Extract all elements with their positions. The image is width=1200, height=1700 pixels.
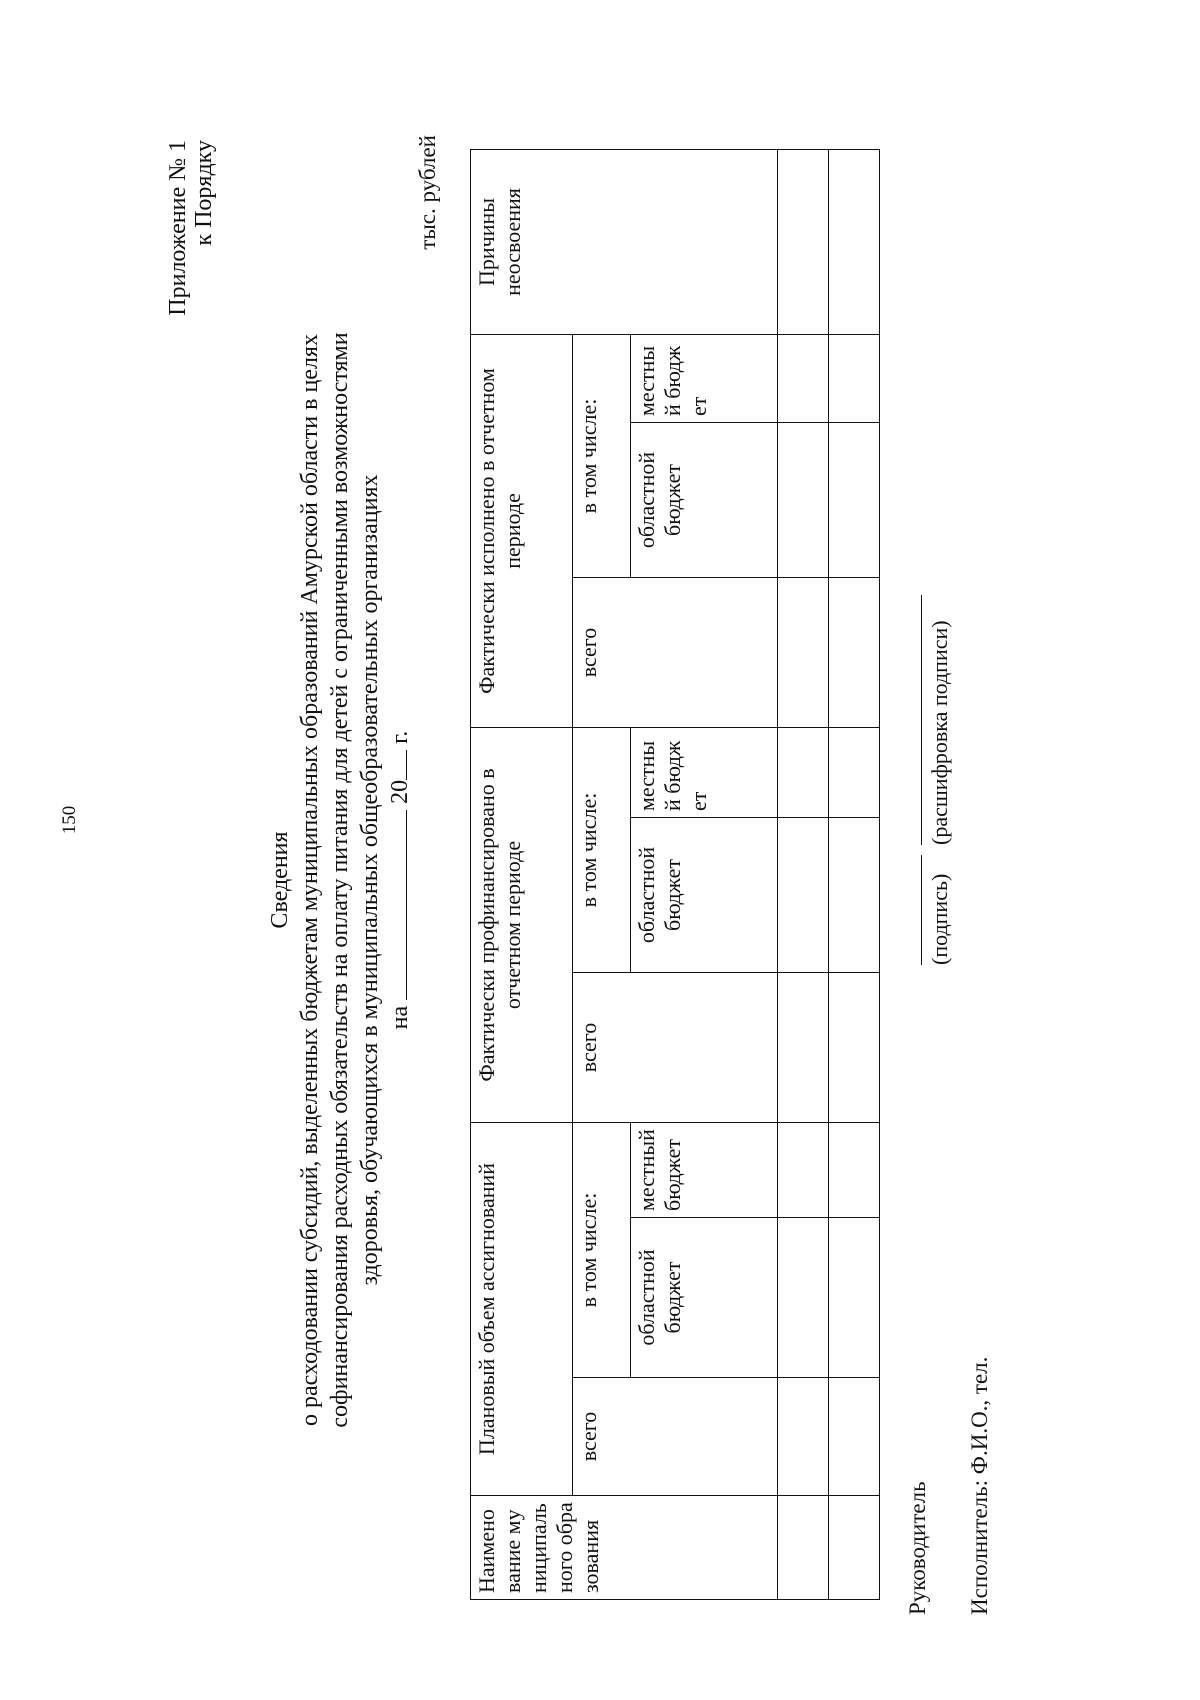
signature-line[interactable] [921, 855, 922, 965]
title-line-3: здоровья, обучающихся в муниципальных общеобразовательных организациях [357, 474, 383, 1286]
table-cell[interactable] [829, 1378, 880, 1496]
table-cell[interactable] [829, 1218, 880, 1378]
header-financed-including: в том числе: [573, 727, 630, 972]
signature-caption: (подпись) [927, 873, 952, 965]
header-planned: Плановый объем ассигнований [471, 1123, 573, 1496]
table-cell[interactable] [778, 334, 829, 422]
table-cell[interactable] [778, 1218, 829, 1378]
table-cell[interactable] [778, 149, 829, 334]
table-cell[interactable] [778, 1496, 829, 1600]
signature-row [905, 135, 952, 1615]
table-cell[interactable] [778, 422, 829, 577]
units-label: тыс. рублей [415, 135, 440, 250]
executor-label: Исполнитель: Ф.И.О., тел. [967, 1356, 992, 1615]
page-number: 150 [59, 805, 80, 835]
date-suffix: г. [387, 730, 413, 744]
header-executed: Фактически исполнено в отчетном периоде [471, 334, 573, 727]
signature-decoding-line[interactable] [921, 595, 922, 845]
table-cell[interactable] [829, 149, 880, 334]
table-row [829, 149, 880, 1599]
table-cell[interactable] [778, 1123, 829, 1218]
header-financed-local: местный бюджет [630, 727, 777, 817]
table-cell[interactable] [829, 727, 880, 817]
header-executed-local: местный бюджет [630, 334, 777, 422]
table-header-row-1 [471, 149, 573, 1599]
table-cell[interactable] [829, 1123, 880, 1218]
header-executed-total: всего [573, 577, 778, 727]
date-year: 20 [387, 779, 413, 804]
table-cell[interactable] [778, 577, 829, 727]
header-executed-including: в том числе: [573, 334, 630, 577]
table-cell[interactable] [778, 1378, 829, 1496]
landscape-content [165, 100, 992, 1660]
date-prefix: на [387, 1005, 413, 1030]
header-reasons: Причины неосвоения [471, 149, 778, 334]
table-cell[interactable] [829, 818, 880, 973]
header-planned-local: местный бюджет [630, 1123, 777, 1218]
document-title [265, 230, 415, 1530]
header-planned-total: всего [573, 1378, 778, 1496]
appendix-line-1: Приложение № 1 [165, 140, 191, 316]
header-financed: Фактически профинансировано в отчетном периоде [471, 727, 573, 1122]
header-municipality-name: Наименование муниципального образования [471, 1496, 778, 1600]
table-row [778, 149, 829, 1599]
header-executed-regional: областной бюджет [630, 422, 777, 577]
header-planned-regional: областной бюджет [630, 1218, 777, 1378]
report-table [470, 149, 880, 1600]
head-label: Руководитель [905, 1481, 930, 1615]
title-heading: Сведения [267, 831, 293, 929]
table-cell[interactable] [829, 334, 880, 422]
header-planned-including: в том числе: [573, 1123, 630, 1378]
table-cell[interactable] [829, 577, 880, 727]
date-day-month-blank[interactable] [386, 810, 407, 1000]
table-cell[interactable] [829, 1496, 880, 1600]
date-line [385, 230, 415, 1530]
table-header-row-2 [573, 149, 630, 1599]
appendix-line-2: к Порядку [191, 140, 217, 246]
header-financed-regional: областной бюджет [630, 818, 777, 973]
title-line-1: о расходовании субсидий, выделенных бюджетам муниципальных образований Амурской области в целях [297, 334, 323, 1426]
signature-decoding-caption: (расшифровка подписи) [927, 620, 952, 845]
date-year-blank[interactable] [386, 750, 407, 780]
table-cell[interactable] [829, 973, 880, 1123]
appendix-label [165, 140, 217, 316]
header-financed-total: всего [573, 973, 778, 1123]
table-cell[interactable] [778, 818, 829, 973]
table-cell[interactable] [829, 422, 880, 577]
table-cell[interactable] [778, 727, 829, 817]
table-cell[interactable] [778, 973, 829, 1123]
title-line-2: софинансирования расходных обязательств на оплату питания для детей с ограниченными возможностями [327, 332, 353, 1428]
